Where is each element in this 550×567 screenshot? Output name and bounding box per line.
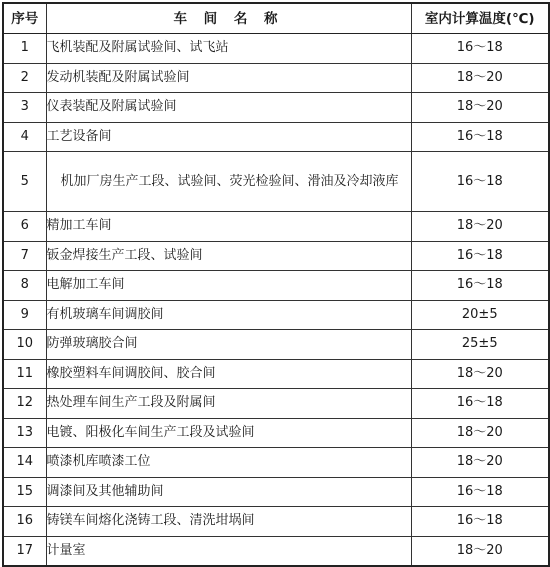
table-row <box>3 34 549 64</box>
temperature-table <box>2 2 550 567</box>
row-serial-number: 4 <box>3 122 46 152</box>
row-serial-number: 13 <box>3 418 46 448</box>
table-body <box>3 34 549 567</box>
row-workshop-name: 仪表装配及附属试验间 <box>46 93 411 123</box>
row-workshop-name: 橡胶塑料车间调胶间、胶合间 <box>46 359 411 389</box>
table-row <box>3 271 549 301</box>
row-workshop-name: 铸镁车间熔化浇铸工段、清洗坩埚间 <box>46 507 411 537</box>
row-workshop-name: 防弹玻璃胶合间 <box>46 330 411 360</box>
row-workshop-name: 发动机装配及附属试验间 <box>46 63 411 93</box>
table-header <box>3 3 549 34</box>
header-workshop-name: 车 间 名 称 <box>46 3 411 34</box>
table-row <box>3 477 549 507</box>
row-workshop-name: 调漆间及其他辅助间 <box>46 477 411 507</box>
table-row <box>3 122 549 152</box>
row-workshop-name: 喷漆机库喷漆工位 <box>46 448 411 478</box>
table-row <box>3 330 549 360</box>
row-workshop-name: 电解加工车间 <box>46 271 411 301</box>
row-temperature: 16～18 <box>411 152 549 212</box>
row-serial-number: 10 <box>3 330 46 360</box>
row-serial-number: 14 <box>3 448 46 478</box>
table-row <box>3 418 549 448</box>
row-temperature: 16～18 <box>411 477 549 507</box>
table-row <box>3 359 549 389</box>
row-temperature: 16～18 <box>411 241 549 271</box>
row-serial-number: 17 <box>3 536 46 566</box>
row-workshop-name: 有机玻璃车间调胶间 <box>46 300 411 330</box>
row-temperature: 25±5 <box>411 330 549 360</box>
row-temperature: 16～18 <box>411 34 549 64</box>
row-serial-number: 9 <box>3 300 46 330</box>
row-temperature: 18～20 <box>411 536 549 566</box>
row-serial-number: 5 <box>3 152 46 212</box>
row-temperature: 18～20 <box>411 63 549 93</box>
row-workshop-name: 计量室 <box>46 536 411 566</box>
header-row <box>3 3 549 34</box>
table-row <box>3 212 549 242</box>
row-workshop-name: 工艺设备间 <box>46 122 411 152</box>
row-serial-number: 8 <box>3 271 46 301</box>
row-temperature: 18～20 <box>411 448 549 478</box>
table-row <box>3 93 549 123</box>
row-serial-number: 16 <box>3 507 46 537</box>
table-row <box>3 448 549 478</box>
row-workshop-name: 钣金焊接生产工段、试验间 <box>46 241 411 271</box>
header-indoor-temperature: 室内计算温度(℃) <box>411 3 549 34</box>
table-row <box>3 152 549 212</box>
table-row <box>3 300 549 330</box>
row-serial-number: 6 <box>3 212 46 242</box>
row-serial-number: 12 <box>3 389 46 419</box>
header-serial-number: 序号 <box>3 3 46 34</box>
row-workshop-name: 电镀、阳极化车间生产工段及试验间 <box>46 418 411 448</box>
row-workshop-name: 精加工车间 <box>46 212 411 242</box>
row-temperature: 16～18 <box>411 389 549 419</box>
table-row <box>3 389 549 419</box>
row-temperature: 16～18 <box>411 122 549 152</box>
table-row <box>3 241 549 271</box>
row-temperature: 18～20 <box>411 418 549 448</box>
row-temperature: 20±5 <box>411 300 549 330</box>
row-serial-number: 1 <box>3 34 46 64</box>
row-serial-number: 7 <box>3 241 46 271</box>
table-row <box>3 507 549 537</box>
row-workshop-name: 飞机装配及附属试验间、试飞站 <box>46 34 411 64</box>
table-row <box>3 63 549 93</box>
row-serial-number: 11 <box>3 359 46 389</box>
row-temperature: 16～18 <box>411 507 549 537</box>
row-serial-number: 3 <box>3 93 46 123</box>
table-row <box>3 536 549 566</box>
row-temperature: 18～20 <box>411 93 549 123</box>
row-temperature: 18～20 <box>411 212 549 242</box>
row-serial-number: 2 <box>3 63 46 93</box>
row-temperature: 16～18 <box>411 271 549 301</box>
row-serial-number: 15 <box>3 477 46 507</box>
row-workshop-name: 机加厂房生产工段、试验间、荧光检验间、滑油及冷却液库 <box>46 152 411 212</box>
row-temperature: 18～20 <box>411 359 549 389</box>
row-workshop-name: 热处理车间生产工段及附属间 <box>46 389 411 419</box>
